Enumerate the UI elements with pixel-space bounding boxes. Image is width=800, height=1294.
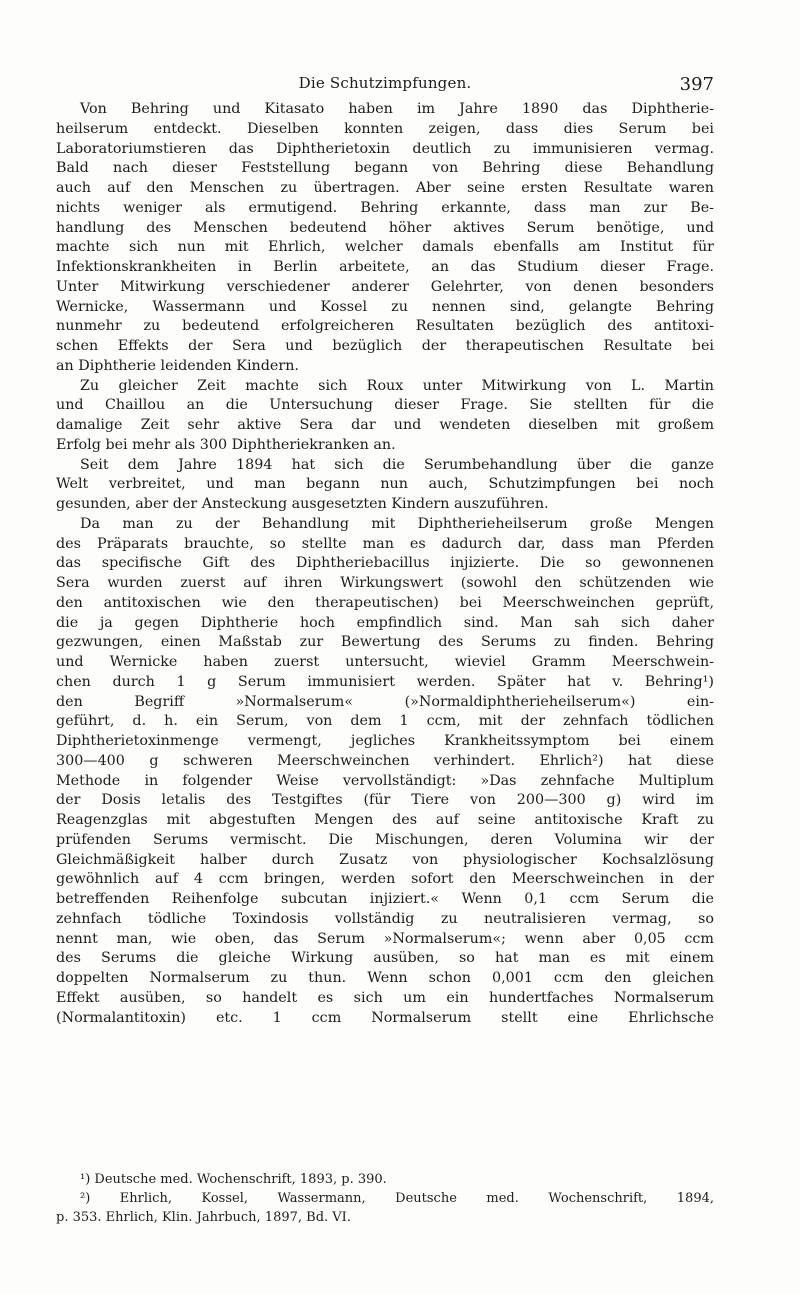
text-line: Laboratoriumstieren das Diphtherietoxin deutlich zu immunisieren vermag. (56, 140, 714, 157)
text-line: an Diphtherie leidenden Kindern. (56, 357, 299, 374)
text-line: betreffenden Reihenfolge subcutan injiziert.« Wenn 0,1 ccm Serum die (56, 891, 714, 907)
text-line: Welt verbreitet, und man begann nun auch, Schutzimpfungen bei noch (56, 476, 714, 493)
text-line: chen durch 1 g Serum immunisiert werden. Später hat v. Behring¹) (56, 673, 714, 690)
text-line: geführt, d. h. ein Serum, von dem 1 ccm, mit der zehnfach tödlichen (56, 713, 714, 730)
footnote: p. 353. Ehrlich, Klin. Jahrbuch, 1897, Bd. VI. (56, 1210, 351, 1225)
text-line: damalige Zeit sehr aktive Sera dar und wendeten dieselben mit großem (56, 417, 714, 433)
text-line: die ja gegen Diphtherie hoch empfindlich sind. Man sah sich daher (56, 614, 714, 631)
text-line: nichts weniger als ermutigend. Behring erkannte, dass man zur Be- (56, 199, 714, 216)
text-line: Sera wurden zuerst auf ihren Wirkungswert (sowohl den schützenden wie (56, 575, 714, 591)
text-line: auch auf den Menschen zu übertragen. Aber seine ersten Resultate waren (56, 180, 714, 196)
text-line: zehnfach tödliche Toxindosis vollständig zu neutralisieren vermag, so (56, 910, 714, 927)
footnote: ²) Ehrlich, Kossel, Wassermann, Deutsche med. Wochenschrift, 1894, (80, 1191, 714, 1206)
text-line: Erfolg bei mehr als 300 Diphtheriekranken an. (56, 436, 396, 453)
text-line: Unter Mitwirkung verschiedener anderer Gelehrter, von denen besonders (56, 278, 714, 295)
text-line: 300—400 g schweren Meerschweinchen verhindert. Ehrlich²) hat diese (56, 752, 714, 769)
text-line: doppelten Normalserum zu thun. Wenn schon 0,001 ccm den gleichen (56, 970, 714, 986)
text-line: den antitoxischen wie den therapeutischen) bei Meerschweinchen geprüft, (56, 594, 714, 611)
text-line: heilserum entdeckt. Dieselben konnten zeigen, dass dies Serum bei (56, 120, 714, 137)
text-line: Wernicke, Wassermann und Kossel zu nennen sind, gelangte Behring (56, 298, 714, 315)
running-head (56, 74, 714, 98)
text-line: und Wernicke haben zuerst untersucht, wieviel Gramm Meerschwein- (56, 654, 714, 670)
text-line: Von Behring und Kitasato haben im Jahre 1890 das Diphtherie- (80, 101, 714, 117)
text-line: (Normalantitoxin) etc. 1 ccm Normalserum stellt eine Ehrlichsche (56, 1009, 714, 1026)
footnote: ¹) Deutsche med. Wochenschrift, 1893, p. 390. (80, 1172, 387, 1187)
text-line: Reagenzglas mit abgestuften Mengen des auf seine antitoxische Kraft zu (56, 812, 714, 828)
body-text (56, 100, 714, 1028)
text-line: des Präparats brauchte, so stellte man es dadurch dar, dass man Pferden (56, 535, 714, 552)
text-line: Gleichmäßigkeit halber durch Zusatz von physiologischer Kochsalzlösung (56, 851, 714, 868)
text-line: gewöhnlich auf 4 ccm bringen, werden sofort den Meerschweinchen in der (56, 871, 714, 888)
footnotes (56, 1170, 714, 1227)
text-line: nennt man, wie oben, das Serum »Normalserum«; wenn aber 0,05 ccm (56, 930, 714, 947)
text-line: prüfenden Serums vermischt. Die Mischungen, deren Volumina wir der (56, 831, 714, 848)
text-line: schen Effekts der Sera und bezüglich der therapeutischen Resultate bei (56, 338, 714, 354)
text-line: und Chaillou an die Untersuchung dieser Frage. Sie stellten für die (56, 397, 714, 414)
text-line: machte sich nun mit Ehrlich, welcher damals ebenfalls am Institut für (56, 239, 714, 256)
text-line: Infektionskrankheiten in Berlin arbeitete, an das Studium dieser Frage. (56, 259, 714, 275)
text-line: nunmehr zu bedeutend erfolgreicheren Resultaten bezüglich des antitoxi- (56, 318, 714, 335)
text-line: das specifische Gift des Diphtheriebacillus injizierte. Die so gewonnenen (56, 555, 714, 572)
text-line: den Begriff »Normalserum« (»Normaldiphtherieheilserum«) ein- (56, 693, 714, 710)
text-line: der Dosis letalis des Testgiftes (für Tiere von 200—300 g) wird im (56, 792, 714, 809)
text-line: Methode in folgender Weise vervollständigt: »Das zehnfache Multiplum (56, 772, 714, 789)
text-line: Diphtherietoxinmenge vermengt, jegliches Krankheitssymptom bei einem (56, 733, 714, 749)
text-line: handlung des Menschen bedeutend höher aktives Serum benötige, und (56, 219, 714, 236)
text-line: Bald nach dieser Feststellung begann von Behring diese Behandlung (56, 160, 714, 177)
text-line: des Serums die gleiche Wirkung ausüben, so hat man es mit einem (56, 950, 714, 967)
text-line: Da man zu der Behandlung mit Diphtherieheilserum große Mengen (80, 515, 714, 532)
page-number: 397 (679, 74, 714, 95)
text-line: gesunden, aber der Ansteckung ausgesetzten Kindern auszuführen. (56, 496, 549, 512)
running-title: Die Schutzimpfungen. (298, 74, 472, 92)
text-line: gezwungen, einen Maßstab zur Bewertung des Serums zu finden. Behring (56, 634, 714, 651)
text-line: Zu gleicher Zeit machte sich Roux unter Mitwirkung von L. Martin (80, 377, 714, 394)
text-line: Effekt ausüben, so handelt es sich um ein hundertfaches Normalserum (56, 989, 714, 1006)
text-line: Seit dem Jahre 1894 hat sich die Serumbehandlung über die ganze (80, 456, 714, 473)
